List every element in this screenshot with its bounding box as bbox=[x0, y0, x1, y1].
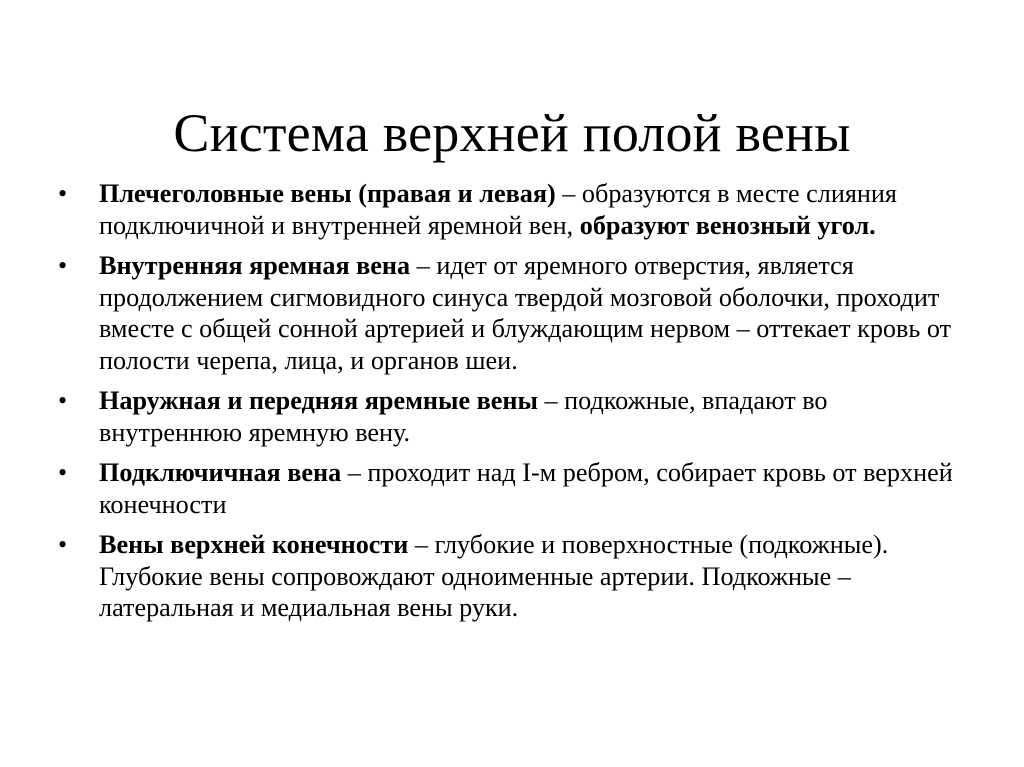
bullet-text: – глубокие и поверхностные (подкожные). Глубокие вены сопровождают одноименные артерии. Подкожные – латеральная и медиальная вены руки. bbox=[99, 530, 889, 622]
bullet-list bbox=[58, 178, 958, 633]
bullet-marker: • bbox=[58, 179, 68, 208]
bullet-term: Внутренняя яремная вена bbox=[99, 251, 411, 280]
bullet-marker: • bbox=[58, 386, 68, 415]
bullet-term: Плечеголовные вены (правая и левая) bbox=[99, 179, 556, 208]
bullet-term: Подключичная вена bbox=[99, 458, 342, 487]
bullet-marker: • bbox=[58, 458, 68, 487]
bullet-item-brachiocephalic-veins bbox=[58, 178, 958, 241]
bullet-term: Вены верхней конечности bbox=[99, 530, 409, 559]
bullet-item-subclavian-vein bbox=[58, 457, 958, 520]
bullet-item-internal-jugular-vein bbox=[58, 250, 958, 376]
slide-title: Система верхней полой вены bbox=[173, 103, 851, 164]
bullet-marker: • bbox=[58, 251, 68, 280]
bullet-item-upper-limb-veins bbox=[58, 529, 958, 624]
bullet-text: – образуются в месте слияния подключичной и внутренней яремной вен, bbox=[99, 179, 897, 240]
bullet-marker: • bbox=[58, 530, 68, 559]
bullet-text: – проходит над I-м ребром, собирает кровь от верхней конечности bbox=[99, 458, 953, 519]
bullet-text: – идет от яремного отверстия, является продолжением сигмовидного синуса твердой мозговой оболочки, проходит вместе с общей сонной артерией и блуждающим нервом – оттекает кровь от полости черепа, лица, и органов шеи. bbox=[99, 251, 952, 375]
bullet-term: Наружная и передняя яремные вены bbox=[99, 386, 538, 415]
bullet-text: – подкожные, впадают во внутреннюю яремную вену. bbox=[99, 386, 828, 447]
bullet-term-emphasis: образуют венозный угол. bbox=[579, 210, 876, 240]
bullet-item-external-anterior-jugular-veins bbox=[58, 385, 958, 448]
